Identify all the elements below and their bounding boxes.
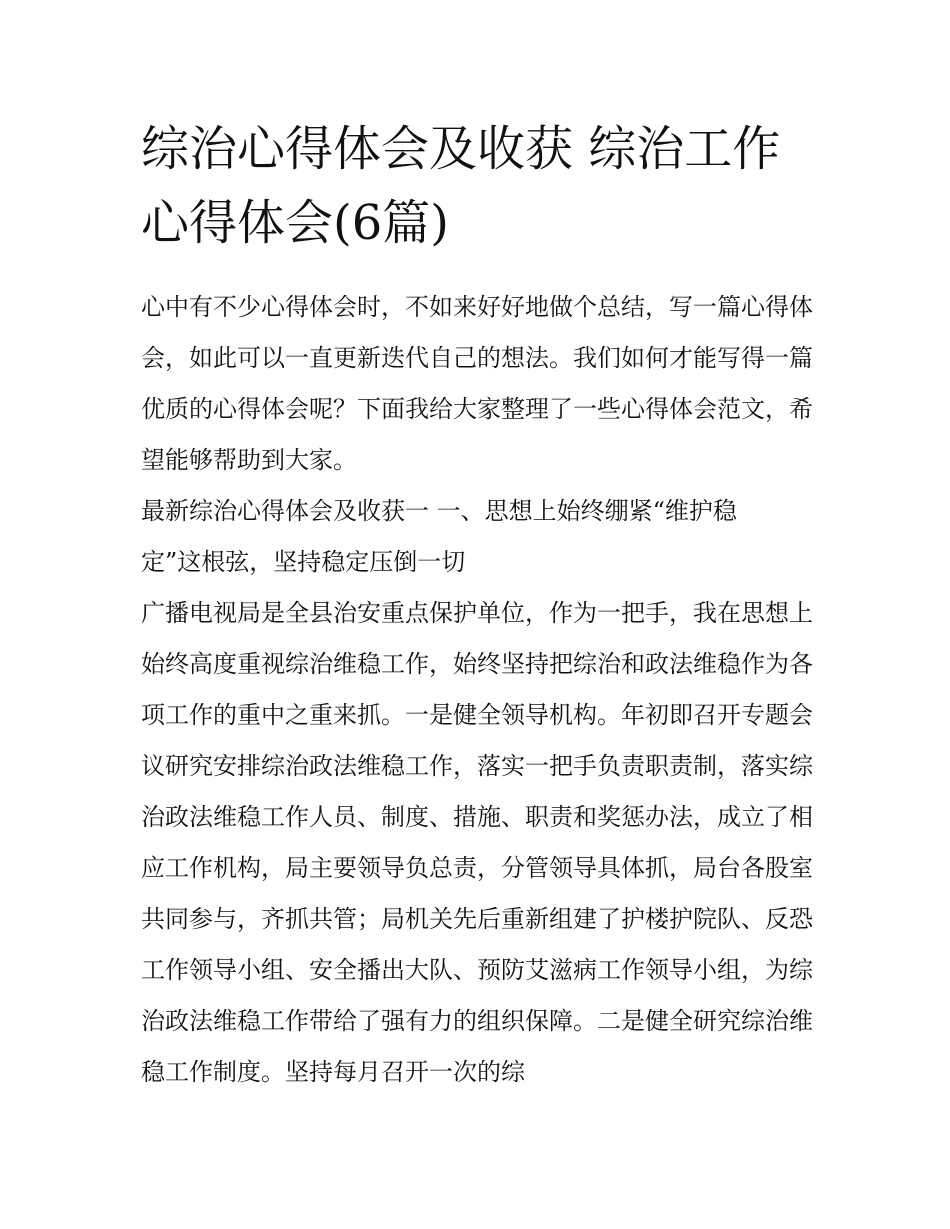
intro-paragraph: 心中有不少心得体会时，不如来好好地做个总结，写一篇心得体会，如此可以一直更新迭代自己的想法。我们如何才能写得一篇优质的心得体会呢？下面我给大家整理了一些心得体会范文，希望能够帮助到大家。 bbox=[141, 293, 813, 474]
section-heading: 最新综治心得体会及收获一 一、思想上始终绷紧“维护稳定”这根弦，坚持稳定压倒一切 bbox=[141, 497, 737, 576]
document-title: 综治心得体会及收获 综治工作心得体会(6篇) bbox=[141, 121, 781, 251]
document-content bbox=[141, 112, 813, 1098]
body-paragraph: 广播电视局是全县治安重点保护单位，作为一把手，我在思想上始终高度重视综治维稳工作，始终坚持把综治和政法维稳作为各项工作的重中之重来抓。一是健全领导机构。年初即召开专题会议研究安排综治政法维稳工作，落实一把手负责职责制，落实综治政法维稳工作人员、制度、措施、职责和奖惩办法，成立了相应工作机构，局主要领导负总责，分管领导具体抓，局台各股室共同参与，齐抓共管；局机关先后重新组建了护楼护院队、反恐工作领导小组、安全播出大队、预防艾滋病工作领导小组，为综治政法维稳工作带给了强有力的组织保障。二是健全研究综治维稳工作制度。坚持每月召开一次的综 bbox=[141, 599, 813, 1086]
